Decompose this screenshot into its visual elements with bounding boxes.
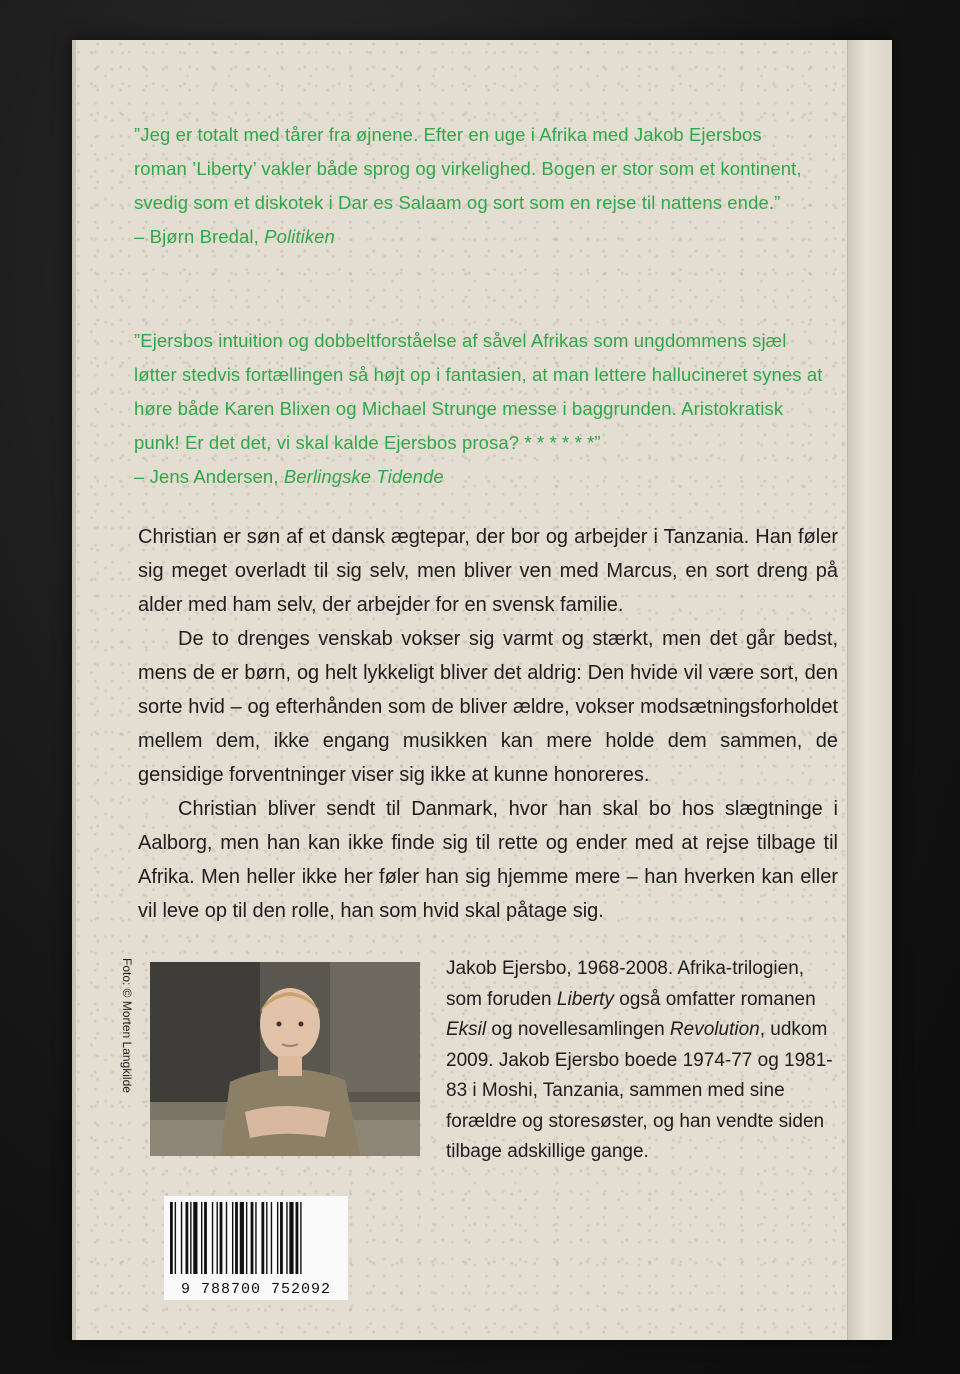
barcode-bar xyxy=(246,1202,247,1274)
barcode-bar xyxy=(235,1202,238,1274)
barcode-bar xyxy=(181,1202,182,1274)
barcode-bar xyxy=(286,1202,287,1274)
barcode-bar xyxy=(226,1202,227,1274)
bio-title-revolution: Revolution xyxy=(669,1019,760,1040)
photo-credit: Foto: © Morten Langkilde xyxy=(120,958,134,1093)
barcode-bar xyxy=(266,1202,267,1274)
barcode-bar xyxy=(201,1202,202,1274)
book-spine xyxy=(847,40,892,1340)
barcode-bar xyxy=(170,1202,173,1274)
barcode-bar xyxy=(193,1202,197,1274)
barcode-bar xyxy=(175,1202,176,1274)
quote-attribution xyxy=(134,220,814,254)
synopsis-paragraph: De to drenges venskab vokser sig varmt og stærkt, men det går bedst, mens de er børn, og helt lykkeligt bliver det aldrig: Den hvide vil være sort, den sorte hvid – og efterhånden som de bliver ældre, vokser modsætningsforholdet mellem dem, ikke engang musikken kan mere holde dem sammen, de gensidige forventninger viser sig ikke at kunne honoreres. xyxy=(138,628,838,786)
barcode-bar xyxy=(220,1202,223,1274)
barcode-bar xyxy=(289,1202,293,1274)
author-bio xyxy=(446,954,836,1168)
quote-author: – Bjørn Bredal, xyxy=(134,226,265,247)
review-quote-berlingske xyxy=(134,324,834,494)
bio-segment: og novellesamlingen xyxy=(486,1019,670,1040)
barcode-bar xyxy=(190,1202,191,1274)
book-back-cover xyxy=(72,40,892,1340)
barcode-bar xyxy=(277,1202,278,1274)
barcode-bar xyxy=(261,1202,264,1274)
barcode-bar xyxy=(255,1202,256,1274)
author-portrait-graphic xyxy=(150,962,420,1156)
synopsis-paragraph: Christian er søn af et dansk ægtepar, der bor og arbejder i Tanzania. Han føler sig meget overladt til sig selv, men bliver ven med Marcus, en sort dreng på alder med ham selv, der arbejder for en svensk familie. xyxy=(138,526,838,616)
bio-title-eksil: Eksil xyxy=(446,1019,487,1040)
author-photo xyxy=(150,962,420,1156)
synopsis-paragraph: Christian bliver sendt til Danmark, hvor han skal bo hos slægtninge i Aalborg, men han kan ikke finde sig til rette og ender med at rejse tilbage til Afrika. Men heller ikke her føler han sig hjemme mere – han hverken kan eller vil leve op til den rolle, han som hvid skal påtage sig. xyxy=(138,798,838,922)
isbn-barcode xyxy=(164,1196,348,1300)
barcode-bar xyxy=(300,1202,301,1274)
bio-segment: Jakob Ejersbo, 1968-2008. Afrika-trilogien, som foruden xyxy=(446,958,805,1010)
barcode-bar xyxy=(296,1202,299,1274)
barcode-bar xyxy=(280,1202,283,1274)
author-bio-text xyxy=(446,954,836,1168)
review-quote-politiken xyxy=(134,118,814,254)
bio-segment: , udkom 2009. Jakob Ejersbo boede 1974-77 og 1981-83 i Moshi, Tanzania, sammen med sine forældre og storesøster, og han vendte siden tilbage adskillige gange. xyxy=(446,1019,833,1162)
bio-title-liberty: Liberty xyxy=(556,988,614,1010)
barcode-bar xyxy=(212,1202,213,1274)
barcode-bar xyxy=(186,1202,189,1274)
quote-author: – Jens Andersen, xyxy=(134,466,284,487)
quote-source: Berlingske Tidende xyxy=(283,466,444,487)
barcode-bars xyxy=(164,1196,348,1276)
synopsis xyxy=(138,520,838,928)
quote-source: Politiken xyxy=(264,226,335,247)
quote-text: ”Jeg er totalt med tårer fra øjnene. Efter en uge i Afrika med Jakob Ejersbos roman ’Liberty’ vakler både sprog og virkelighed. Bogen er stor som et kontinent, svedig som et diskotek i Dar es Salaam og sort som en rejse til nattens ende.” xyxy=(134,124,802,213)
barcode-bar xyxy=(251,1202,254,1274)
cover-edge xyxy=(72,40,76,1340)
barcode-bar xyxy=(204,1202,207,1274)
quote-attribution xyxy=(134,460,834,494)
quote-text: ”Ejersbos intuition og dobbeltforståelse af såvel Afrikas som ungdommens sjæl løtter stedvis fortællingen så højt op i fantasien, at man lettere hallucineret synes at høre både Karen Blixen og Michael Strunge messe i baggrunden. Aristokratisk punk! Er det det, vi skal kalde Ejersbos prosa? * * * * * *” xyxy=(134,330,823,453)
barcode-bar xyxy=(217,1202,218,1274)
barcode-bar xyxy=(232,1202,233,1274)
barcode-bar xyxy=(240,1202,244,1274)
bio-segment: også omfatter romanen xyxy=(613,988,816,1010)
barcode-bar xyxy=(271,1202,272,1274)
isbn-number: 9 788700 752092 xyxy=(180,1281,332,1298)
